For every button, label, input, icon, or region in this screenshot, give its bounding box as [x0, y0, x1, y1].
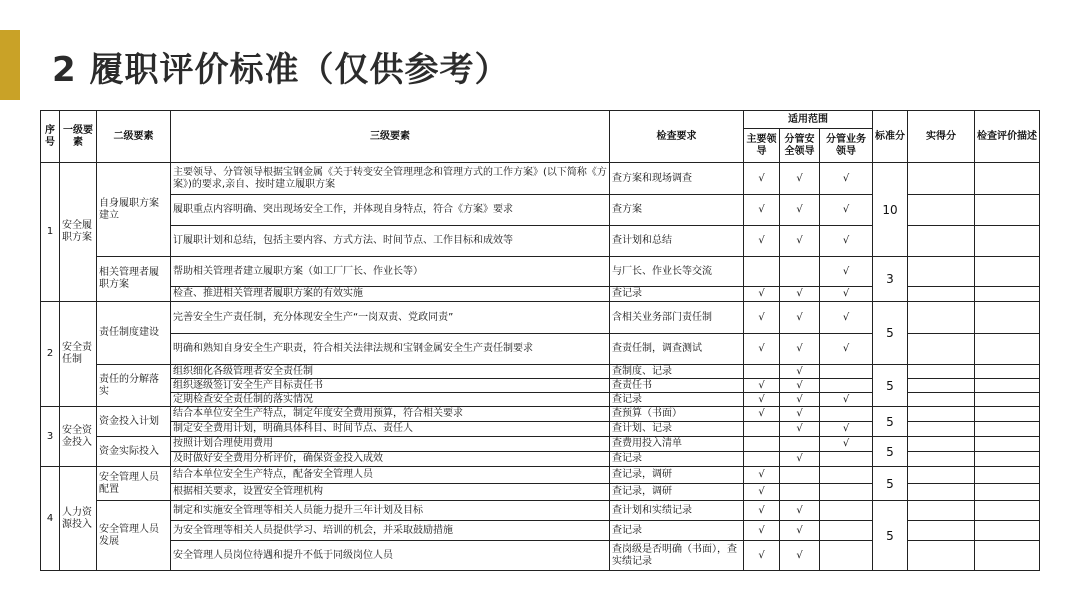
evaluation-desc-cell [975, 467, 1040, 484]
scope-business-mark [820, 452, 873, 467]
scope-safety-mark: √ [780, 365, 820, 379]
level3-item: 及时做好安全费用分析评价，确保资金投入成效 [171, 452, 610, 467]
scope-business-mark [820, 467, 873, 484]
scope-business-mark [820, 365, 873, 379]
standard-score: 5 [873, 467, 908, 501]
evaluation-desc-cell [975, 484, 1040, 501]
scope-main-mark: √ [744, 379, 780, 393]
standard-score: 5 [873, 365, 908, 407]
table-row [41, 257, 1040, 287]
scope-main-mark: √ [744, 195, 780, 226]
actual-score-cell [908, 501, 975, 521]
actual-score-cell [908, 393, 975, 407]
scope-main-mark: √ [744, 501, 780, 521]
level2-cell: 资金实际投入 [97, 437, 171, 467]
scope-business-mark [820, 541, 873, 571]
scope-safety-mark: √ [780, 195, 820, 226]
standard-score: 5 [873, 501, 908, 571]
scope-safety-mark: √ [780, 521, 820, 541]
check-requirement: 查记录 [610, 393, 744, 407]
actual-score-cell [908, 365, 975, 379]
evaluation-desc-cell [975, 257, 1040, 287]
scope-safety-mark: √ [780, 226, 820, 257]
standard-score: 5 [873, 302, 908, 365]
header-seq: 序号 [41, 111, 60, 163]
level3-item: 按照计划合理使用费用 [171, 437, 610, 452]
evaluation-desc-cell [975, 501, 1040, 521]
evaluation-desc-cell [975, 195, 1040, 226]
level3-item: 根据相关要求，设置安全管理机构 [171, 484, 610, 501]
scope-business-mark: √ [820, 287, 873, 302]
scope-safety-mark [780, 437, 820, 452]
section-seq: 4 [41, 467, 60, 571]
scope-business-mark: √ [820, 226, 873, 257]
scope-safety-mark: √ [780, 379, 820, 393]
check-requirement: 查岗级是否明确（书面），查实绩记录 [610, 541, 744, 571]
header-scope-main: 主要领导 [744, 129, 780, 163]
scope-business-mark: √ [820, 437, 873, 452]
check-requirement: 与厂长、作业长等交流 [610, 257, 744, 287]
actual-score-cell [908, 452, 975, 467]
section-seq: 3 [41, 407, 60, 467]
check-requirement: 查方案 [610, 195, 744, 226]
scope-main-mark: √ [744, 302, 780, 334]
level3-item: 结合本单位安全生产特点，制定年度安全费用预算，符合相关要求 [171, 407, 610, 422]
scope-main-mark [744, 257, 780, 287]
table-row [41, 467, 1040, 484]
evaluation-desc-cell [975, 379, 1040, 393]
check-requirement: 查制度、记录 [610, 365, 744, 379]
actual-score-cell [908, 287, 975, 302]
scope-safety-mark: √ [780, 302, 820, 334]
header-level1: 一级要素 [60, 111, 97, 163]
actual-score-cell [908, 334, 975, 365]
evaluation-desc-cell [975, 521, 1040, 541]
check-requirement: 查方案和现场调查 [610, 163, 744, 195]
scope-main-mark [744, 452, 780, 467]
header-level2: 二级要素 [97, 111, 171, 163]
actual-score-cell [908, 521, 975, 541]
level2-cell: 责任制度建设 [97, 302, 171, 365]
scope-main-mark [744, 422, 780, 437]
check-requirement: 查记录 [610, 287, 744, 302]
actual-score-cell [908, 163, 975, 195]
scope-safety-mark: √ [780, 334, 820, 365]
standard-score: 5 [873, 437, 908, 467]
standard-score: 10 [873, 163, 908, 257]
standard-score: 3 [873, 257, 908, 302]
evaluation-desc-cell [975, 452, 1040, 467]
scope-safety-mark: √ [780, 452, 820, 467]
check-requirement: 查计划和总结 [610, 226, 744, 257]
level3-item: 为安全管理等相关人员提供学习、培训的机会，并采取鼓励措施 [171, 521, 610, 541]
scope-safety-mark: √ [780, 163, 820, 195]
level2-cell: 自身履职方案建立 [97, 163, 171, 257]
level1-cell: 人力资源投入 [60, 467, 97, 571]
check-requirement: 含相关业务部门责任制 [610, 302, 744, 334]
scope-main-mark: √ [744, 226, 780, 257]
header-desc: 检查评价描述 [975, 111, 1040, 163]
header-score-std: 标准分 [873, 111, 908, 163]
header-scope-safety: 分管安全领导 [780, 129, 820, 163]
level3-item: 订履职计划和总结，包括主要内容、方式方法、时间节点、工作目标和成效等 [171, 226, 610, 257]
actual-score-cell [908, 257, 975, 287]
actual-score-cell [908, 195, 975, 226]
scope-business-mark: √ [820, 257, 873, 287]
level3-item: 组织细化各级管理者安全责任制 [171, 365, 610, 379]
header-score-got: 实得分 [908, 111, 975, 163]
level2-cell: 安全管理人员发展 [97, 501, 171, 571]
table-row [41, 407, 1040, 422]
level2-cell: 相关管理者履职方案 [97, 257, 171, 302]
check-requirement: 查计划和实绩记录 [610, 501, 744, 521]
scope-main-mark: √ [744, 521, 780, 541]
check-requirement: 查责任书 [610, 379, 744, 393]
scope-safety-mark: √ [780, 407, 820, 422]
actual-score-cell [908, 541, 975, 571]
evaluation-desc-cell [975, 407, 1040, 422]
level3-item: 组织逐级签订安全生产目标责任书 [171, 379, 610, 393]
page-title: 2 履职评价标准（仅供参考） [52, 50, 510, 90]
scope-safety-mark: √ [780, 541, 820, 571]
level3-item: 安全管理人员岗位待遇和提升不低于同级岗位人员 [171, 541, 610, 571]
actual-score-cell [908, 422, 975, 437]
evaluation-desc-cell [975, 287, 1040, 302]
check-requirement: 查计划、记录 [610, 422, 744, 437]
scope-safety-mark: √ [780, 501, 820, 521]
standard-score: 5 [873, 407, 908, 437]
header-level3: 三级要素 [171, 111, 610, 163]
actual-score-cell [908, 467, 975, 484]
level3-item: 完善安全生产责任制，充分体现安全生产“一岗双责、党政同责” [171, 302, 610, 334]
level2-cell: 安全管理人员配置 [97, 467, 171, 501]
scope-main-mark [744, 437, 780, 452]
actual-score-cell [908, 379, 975, 393]
scope-main-mark: √ [744, 393, 780, 407]
scope-business-mark [820, 484, 873, 501]
actual-score-cell [908, 437, 975, 452]
check-requirement: 查费用投入清单 [610, 437, 744, 452]
scope-main-mark: √ [744, 334, 780, 365]
scope-business-mark: √ [820, 195, 873, 226]
level3-item: 检查、推进相关管理者履职方案的有效实施 [171, 287, 610, 302]
title-accent-bar [0, 30, 20, 100]
table-row [41, 501, 1040, 521]
scope-safety-mark: √ [780, 287, 820, 302]
scope-safety-mark [780, 257, 820, 287]
scope-business-mark: √ [820, 393, 873, 407]
scope-business-mark [820, 521, 873, 541]
scope-safety-mark [780, 484, 820, 501]
check-requirement: 查记录，调研 [610, 484, 744, 501]
check-requirement: 查记录，调研 [610, 467, 744, 484]
scope-main-mark: √ [744, 467, 780, 484]
level3-item: 主要领导、分管领导根据宝钢金属《关于转变安全管理理念和管理方式的工作方案》(以下简称《方案》)的要求,亲自、按时建立履职方案 [171, 163, 610, 195]
section-seq: 1 [41, 163, 60, 302]
table-row [41, 437, 1040, 452]
level3-item: 帮助相关管理者建立履职方案（如工厂厂长、作业长等） [171, 257, 610, 287]
scope-main-mark: √ [744, 287, 780, 302]
scope-business-mark [820, 501, 873, 521]
scope-business-mark [820, 407, 873, 422]
scope-business-mark [820, 379, 873, 393]
check-requirement: 查预算（书面） [610, 407, 744, 422]
evaluation-desc-cell [975, 422, 1040, 437]
actual-score-cell [908, 407, 975, 422]
table-body [41, 163, 1040, 571]
evaluation-criteria-table [40, 110, 1040, 571]
level1-cell: 安全责任制 [60, 302, 97, 407]
scope-safety-mark: √ [780, 422, 820, 437]
scope-main-mark: √ [744, 163, 780, 195]
evaluation-desc-cell [975, 541, 1040, 571]
scope-safety-mark [780, 467, 820, 484]
scope-main-mark [744, 365, 780, 379]
scope-safety-mark: √ [780, 393, 820, 407]
scope-main-mark: √ [744, 541, 780, 571]
table-row [41, 163, 1040, 195]
section-seq: 2 [41, 302, 60, 407]
scope-main-mark: √ [744, 407, 780, 422]
header-scope: 适用范围 [744, 111, 873, 129]
level1-cell: 安全资金投入 [60, 407, 97, 467]
actual-score-cell [908, 226, 975, 257]
level3-item: 制定安全费用计划，明确具体科目、时间节点、责任人 [171, 422, 610, 437]
scope-business-mark: √ [820, 302, 873, 334]
level2-cell: 责任的分解落实 [97, 365, 171, 407]
evaluation-desc-cell [975, 365, 1040, 379]
evaluation-desc-cell [975, 393, 1040, 407]
scope-business-mark: √ [820, 334, 873, 365]
check-requirement: 查记录 [610, 521, 744, 541]
check-requirement: 查责任制，调查测试 [610, 334, 744, 365]
level1-cell: 安全履职方案 [60, 163, 97, 302]
scope-business-mark: √ [820, 163, 873, 195]
level2-cell: 资金投入计划 [97, 407, 171, 437]
level3-item: 明确和熟知自身安全生产职责，符合相关法律法规和宝钢金属安全生产责任制要求 [171, 334, 610, 365]
scope-main-mark: √ [744, 484, 780, 501]
header-check: 检查要求 [610, 111, 744, 163]
header-scope-business: 分管业务领导 [820, 129, 873, 163]
table-row [41, 365, 1040, 379]
scope-business-mark: √ [820, 422, 873, 437]
level3-item: 定期检查安全责任制的落实情况 [171, 393, 610, 407]
evaluation-desc-cell [975, 437, 1040, 452]
evaluation-desc-cell [975, 334, 1040, 365]
table-row [41, 302, 1040, 334]
level3-item: 结合本单位安全生产特点，配备安全管理人员 [171, 467, 610, 484]
evaluation-desc-cell [975, 226, 1040, 257]
actual-score-cell [908, 302, 975, 334]
evaluation-desc-cell [975, 163, 1040, 195]
level3-item: 制定和实施安全管理等相关人员能力提升三年计划及目标 [171, 501, 610, 521]
evaluation-desc-cell [975, 302, 1040, 334]
level3-item: 履职重点内容明确、突出现场安全工作，并体现自身特点，符合《方案》要求 [171, 195, 610, 226]
check-requirement: 查记录 [610, 452, 744, 467]
actual-score-cell [908, 484, 975, 501]
